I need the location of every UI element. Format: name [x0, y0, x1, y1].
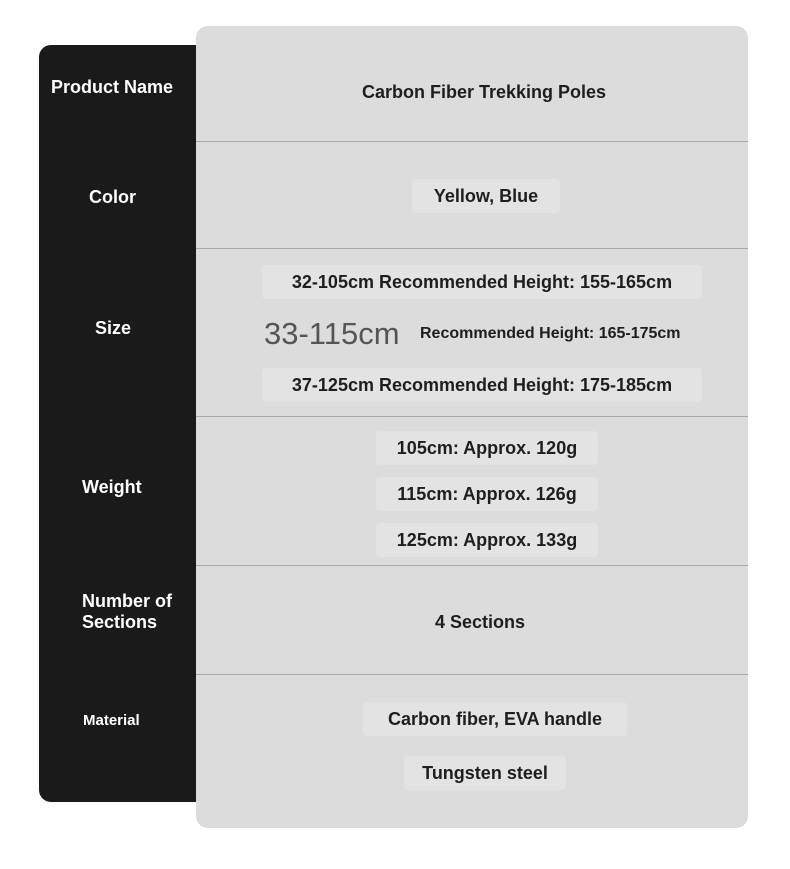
- value-color: Yellow, Blue: [412, 179, 560, 213]
- value-sections: 4 Sections: [434, 612, 526, 632]
- value-size-line2-height: Recommended Height: 165-175cm: [420, 325, 681, 342]
- value-size-line3: 37-125cm Recommended Height: 175-185cm: [262, 368, 702, 402]
- label-number-of-sections: [82, 591, 172, 633]
- row-divider: [196, 141, 748, 142]
- value-material-secondary: Tungsten steel: [404, 756, 566, 790]
- row-divider: [196, 565, 748, 566]
- row-divider: [196, 416, 748, 417]
- label-size: Size: [95, 318, 132, 338]
- value-weight-115: 115cm: Approx. 126g: [376, 477, 598, 511]
- label-product-name: Product Name: [51, 77, 174, 97]
- label-material: Material: [83, 712, 140, 729]
- value-weight-125: 125cm: Approx. 133g: [376, 523, 598, 557]
- value-material-primary: Carbon fiber, EVA handle: [363, 702, 627, 736]
- value-size-line2-length: 33-115cm: [264, 316, 400, 351]
- label-weight: Weight: [82, 477, 142, 497]
- label-sections-line1: Number of: [82, 591, 172, 611]
- value-size-line1: 32-105cm Recommended Height: 155-165cm: [262, 265, 702, 299]
- label-sections-line2: Sections: [82, 612, 158, 632]
- label-color: Color: [89, 187, 136, 207]
- row-divider: [196, 248, 748, 249]
- value-weight-105: 105cm: Approx. 120g: [376, 431, 598, 465]
- value-product-name: Carbon Fiber Trekking Poles: [361, 82, 607, 102]
- row-divider: [196, 674, 748, 675]
